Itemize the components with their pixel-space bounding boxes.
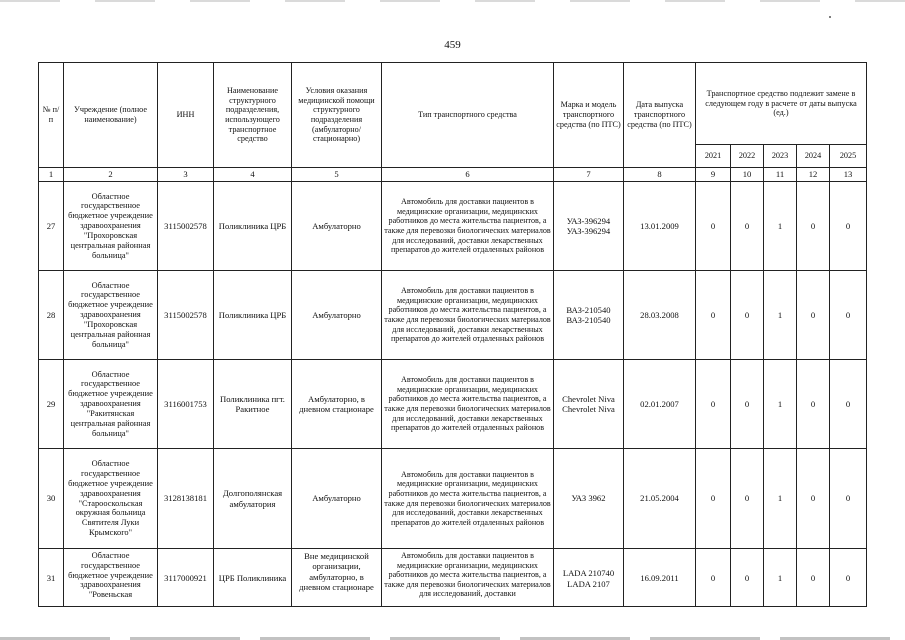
row-brand: ВАЗ-210540 ВАЗ-210540 bbox=[554, 271, 624, 360]
row-2025: 0 bbox=[830, 360, 867, 449]
row-2023: 1 bbox=[764, 549, 797, 607]
header-inn: ИНН bbox=[158, 63, 214, 168]
row-division: Поликлиника пгт. Ракитное bbox=[214, 360, 292, 449]
column-number: 13 bbox=[830, 168, 867, 182]
column-number: 3 bbox=[158, 168, 214, 182]
row-2025: 0 bbox=[830, 182, 867, 271]
column-number: 8 bbox=[624, 168, 696, 182]
row-num: 30 bbox=[39, 449, 64, 549]
row-2024: 0 bbox=[797, 549, 830, 607]
row-2024: 0 bbox=[797, 449, 830, 549]
row-2024: 0 bbox=[797, 182, 830, 271]
row-2025: 0 bbox=[830, 549, 867, 607]
table-row bbox=[39, 360, 867, 449]
row-2021: 0 bbox=[696, 182, 731, 271]
row-2025: 0 bbox=[830, 449, 867, 549]
row-num: 28 bbox=[39, 271, 64, 360]
row-2022: 0 bbox=[731, 271, 764, 360]
column-number-row bbox=[39, 168, 867, 182]
row-division: Поликлиника ЦРБ bbox=[214, 271, 292, 360]
column-number: 9 bbox=[696, 168, 731, 182]
row-vehicle-type: Автомобиль для доставки пациентов в медицинские организации, медицинских работников до места жительства пациентов, а также для перевозки биологических материалов для исследований, доставки лекарственных препаратов до жителей отдаленных районов bbox=[382, 271, 554, 360]
row-institution: Областное государственное бюджетное учреждение здравоохранения "Ровеньская bbox=[64, 549, 158, 607]
row-brand: УАЗ-396294 УАЗ-396294 bbox=[554, 182, 624, 271]
header-year-2024: 2024 bbox=[797, 145, 830, 168]
row-2023: 1 bbox=[764, 182, 797, 271]
header-year-2023: 2023 bbox=[764, 145, 797, 168]
row-brand: Chevrolet Niva Chevrolet Niva bbox=[554, 360, 624, 449]
row-conditions: Амбулаторно bbox=[292, 182, 382, 271]
row-inn: 3117000921 bbox=[158, 549, 214, 607]
header-year-2021: 2021 bbox=[696, 145, 731, 168]
row-release-date: 28.03.2008 bbox=[624, 271, 696, 360]
row-brand: LADA 210740 LADA 2107 bbox=[554, 549, 624, 607]
row-division: Долгополянская амбулатория bbox=[214, 449, 292, 549]
row-2021: 0 bbox=[696, 549, 731, 607]
row-num: 31 bbox=[39, 549, 64, 607]
table-row bbox=[39, 549, 867, 607]
row-conditions: Вне медицинской организации, амбулаторно, в дневном стационаре bbox=[292, 549, 382, 607]
header-release-date: Дата выпуска транспортного средства (по ПТС) bbox=[624, 63, 696, 168]
column-number: 7 bbox=[554, 168, 624, 182]
row-conditions: Амбулаторно, в дневном стационаре bbox=[292, 360, 382, 449]
row-2023: 1 bbox=[764, 449, 797, 549]
header-replacement-group: Транспортное средство подлежит замене в следующем году в расчете от даты выпуска (ед.) bbox=[696, 63, 867, 145]
row-2023: 1 bbox=[764, 271, 797, 360]
row-vehicle-type: Автомобиль для доставки пациентов в медицинские организации, медицинских работников до места жительства пациентов, а также для перевозки биологических материалов для исследований, доставки bbox=[382, 549, 554, 607]
row-num: 27 bbox=[39, 182, 64, 271]
row-2023: 1 bbox=[764, 360, 797, 449]
row-conditions: Амбулаторно bbox=[292, 271, 382, 360]
row-vehicle-type: Автомобиль для доставки пациентов в медицинские организации, медицинских работников до места жительства пациентов, а также для перевозки биологических материалов для исследований, доставки лекарственных препаратов до жителей отдаленных районов bbox=[382, 182, 554, 271]
header-vehicle-type: Тип транспортного средства bbox=[382, 63, 554, 168]
page-number: 459 bbox=[444, 39, 461, 51]
row-inn: 3115002578 bbox=[158, 182, 214, 271]
header-year-2025: 2025 bbox=[830, 145, 867, 168]
column-number: 2 bbox=[64, 168, 158, 182]
row-2022: 0 bbox=[731, 449, 764, 549]
row-2022: 0 bbox=[731, 360, 764, 449]
row-2022: 0 bbox=[731, 182, 764, 271]
row-vehicle-type: Автомобиль для доставки пациентов в медицинские организации, медицинских работников до места жительства пациентов, а также для перевозки биологических материалов для исследований, доставки лекарственных препаратов до жителей отдаленных районов bbox=[382, 449, 554, 549]
row-institution: Областное государственное бюджетное учреждение здравоохранения "Прохоровская центральная районная больница" bbox=[64, 271, 158, 360]
header-division: Наименование структурного подразделения, использующего транспортное средство bbox=[214, 63, 292, 168]
row-release-date: 02.01.2007 bbox=[624, 360, 696, 449]
header-institution: Учреждение (полное наименование) bbox=[64, 63, 158, 168]
row-inn: 3115002578 bbox=[158, 271, 214, 360]
row-inn: 3116001753 bbox=[158, 360, 214, 449]
row-institution: Областное государственное бюджетное учреждение здравоохранения "Прохоровская центральная районная больница" bbox=[64, 182, 158, 271]
row-inn: 3128138181 bbox=[158, 449, 214, 549]
row-num: 29 bbox=[39, 360, 64, 449]
row-2024: 0 bbox=[797, 271, 830, 360]
row-2025: 0 bbox=[830, 271, 867, 360]
row-2024: 0 bbox=[797, 360, 830, 449]
row-division: ЦРБ Поликлиника bbox=[214, 549, 292, 607]
header-num: № п/п bbox=[39, 63, 64, 168]
column-number: 12 bbox=[797, 168, 830, 182]
column-number: 5 bbox=[292, 168, 382, 182]
row-vehicle-type: Автомобиль для доставки пациентов в медицинские организации, медицинских работников до места жительства пациентов, а также для перевозки биологических материалов для исследований, доставки лекарственных препаратов до жителей отдаленных районов bbox=[382, 360, 554, 449]
header-brand: Марка и модель транспортного средства (по ПТС) bbox=[554, 63, 624, 168]
row-release-date: 16.09.2011 bbox=[624, 549, 696, 607]
column-number: 11 bbox=[764, 168, 797, 182]
column-number: 1 bbox=[39, 168, 64, 182]
row-release-date: 21.05.2004 bbox=[624, 449, 696, 549]
table-row bbox=[39, 449, 867, 549]
vehicle-register-table bbox=[38, 62, 867, 607]
column-number: 4 bbox=[214, 168, 292, 182]
row-2021: 0 bbox=[696, 449, 731, 549]
column-number: 6 bbox=[382, 168, 554, 182]
row-institution: Областное государственное бюджетное учреждение здравоохранения "Старооскольская окружная больница Святителя Луки Крымского" bbox=[64, 449, 158, 549]
row-2021: 0 bbox=[696, 360, 731, 449]
header-year-2022: 2022 bbox=[731, 145, 764, 168]
scan-edge-top bbox=[0, 0, 905, 2]
row-institution: Областное государственное бюджетное учреждение здравоохранения "Ракитянская центральная районная больница" bbox=[64, 360, 158, 449]
scan-speck bbox=[829, 16, 831, 18]
column-number: 10 bbox=[731, 168, 764, 182]
row-2022: 0 bbox=[731, 549, 764, 607]
table-row bbox=[39, 271, 867, 360]
row-release-date: 13.01.2009 bbox=[624, 182, 696, 271]
row-brand: УАЗ 3962 bbox=[554, 449, 624, 549]
row-conditions: Амбулаторно bbox=[292, 449, 382, 549]
row-division: Поликлиника ЦРБ bbox=[214, 182, 292, 271]
header-conditions: Условия оказания медицинской помощи структурного подразделения (амбулаторно/ стационарно) bbox=[292, 63, 382, 168]
row-2021: 0 bbox=[696, 271, 731, 360]
table-row bbox=[39, 182, 867, 271]
